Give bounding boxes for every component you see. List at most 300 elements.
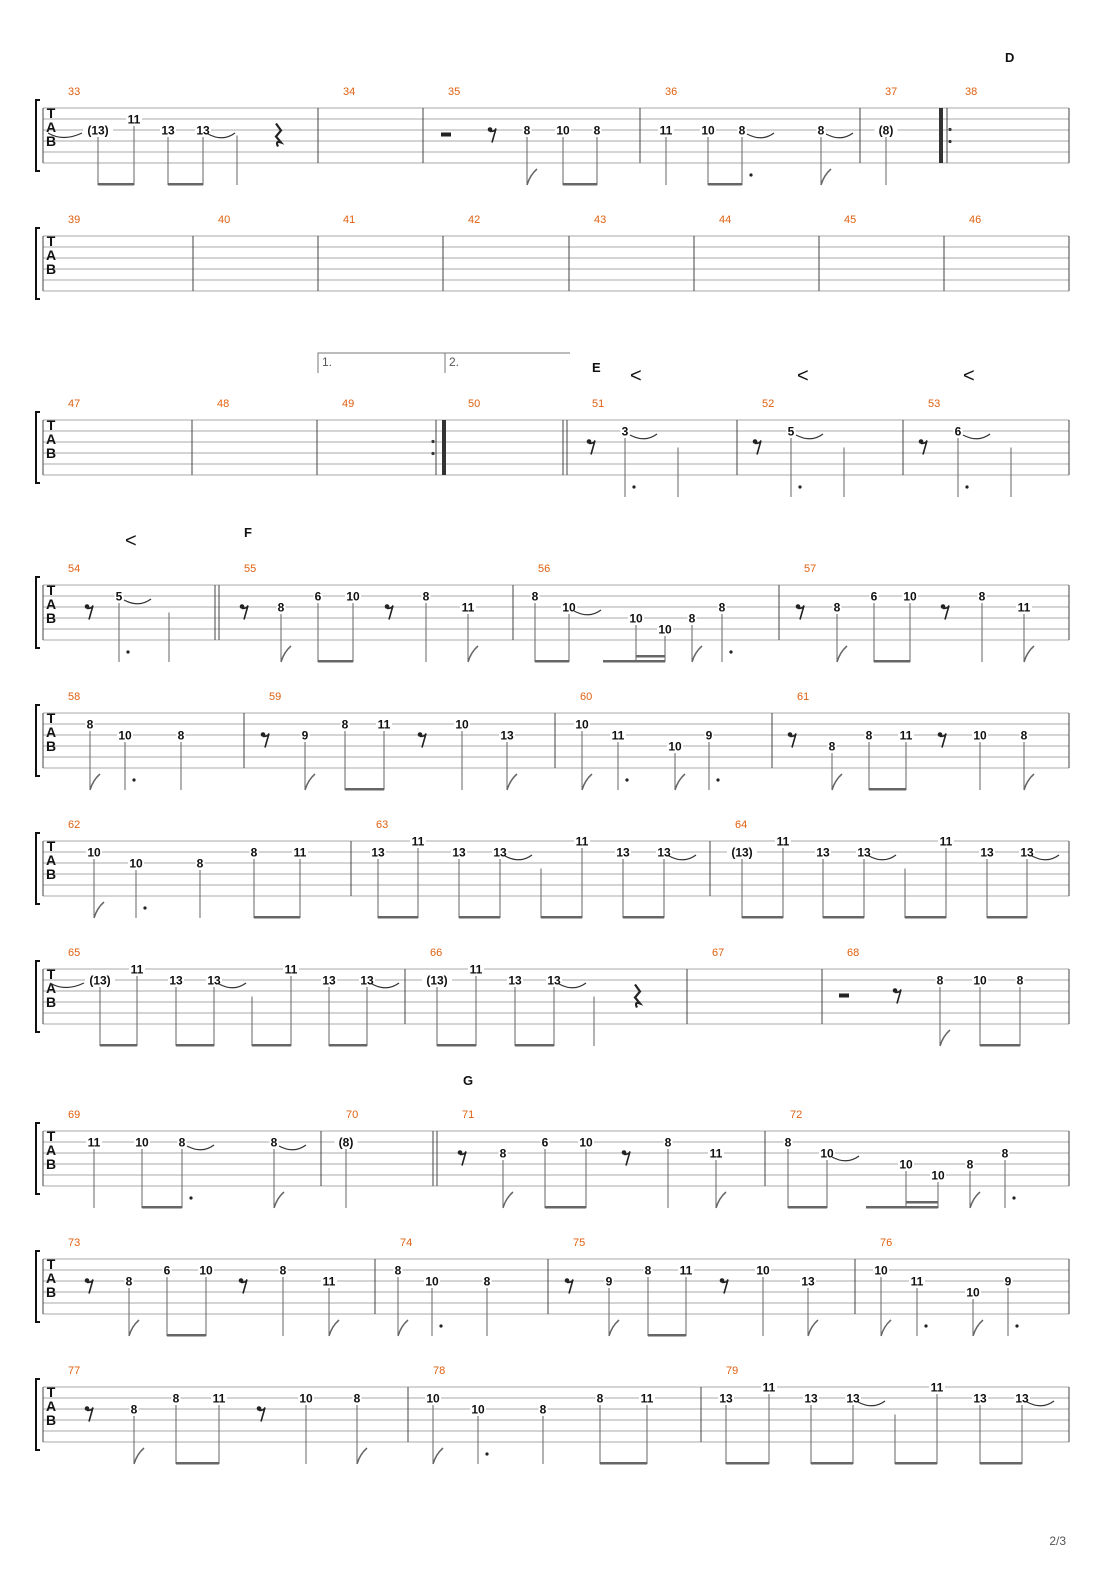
fret-number: 13: [1020, 845, 1034, 860]
system-bracket: [36, 412, 40, 483]
eighth-rest: [720, 1278, 728, 1293]
fret-number: 8: [523, 123, 531, 138]
fret-number: 10: [966, 1285, 980, 1300]
eighth-rest: [261, 732, 269, 747]
volta-label: 1.: [322, 355, 333, 369]
system-bracket: [36, 1379, 40, 1450]
fret-number: 8: [593, 123, 601, 138]
tab-note: [468, 963, 484, 1047]
eighth-rest: [239, 1278, 247, 1293]
fret-number: 11: [611, 728, 625, 743]
fret-number: 11: [322, 1274, 336, 1289]
fret-number: 13: [719, 1391, 733, 1406]
fret-number: (13): [87, 123, 109, 138]
tab-note: [972, 974, 988, 1047]
tab-note: [936, 974, 951, 1047]
tab-note: [359, 974, 399, 1047]
beam: [980, 1044, 1020, 1047]
tie: [963, 434, 990, 439]
measure-number: 38: [965, 86, 978, 98]
tab-note: [1014, 1392, 1054, 1465]
tab-clef-letter: B: [45, 445, 57, 461]
fret-number: 13: [857, 845, 871, 860]
fret-number: 10: [118, 728, 132, 743]
fret-number: 8: [279, 1263, 287, 1278]
tab-note: [1016, 974, 1025, 1047]
fret-number: (13): [89, 973, 111, 988]
fret-number: 8: [664, 1135, 672, 1150]
fret-number: 8: [422, 589, 430, 604]
measure-number: 70: [346, 1109, 359, 1121]
fret-number: 13: [452, 845, 466, 860]
fret-number: 13: [616, 845, 630, 860]
measure-number: 75: [573, 1237, 586, 1249]
fret-number: 11: [939, 834, 953, 849]
fret-number: 13: [169, 973, 183, 988]
tab-clef-letter: A: [45, 852, 57, 868]
measure-number: 35: [448, 86, 461, 98]
tab-note: [639, 1392, 655, 1465]
fret-number: 10: [199, 1263, 213, 1278]
fret-number: 8: [483, 1274, 491, 1289]
fret-number: 11: [411, 834, 425, 849]
eighth-rest: [919, 439, 927, 454]
fret-number: 8: [86, 717, 94, 732]
tie: [747, 133, 774, 138]
measure-number: 60: [580, 691, 593, 703]
beam: [895, 1462, 937, 1465]
tab-note: [787, 425, 824, 498]
tab-staff: [0, 340, 1110, 530]
tab-system: [0, 214, 1110, 346]
fret-number: 8: [865, 728, 873, 743]
fret-number: 8: [978, 589, 986, 604]
fret-number: 10: [556, 123, 570, 138]
tie: [559, 983, 586, 988]
dot: [798, 485, 801, 488]
fret-number: 11: [212, 1391, 226, 1406]
fret-number: 8: [196, 856, 204, 871]
measure-number: 59: [269, 691, 282, 703]
tab-note: [283, 963, 299, 1047]
measure-number: 39: [68, 214, 81, 226]
half-rest: [839, 994, 849, 998]
fret-number: 11: [1017, 600, 1031, 615]
tie: [124, 599, 151, 604]
fret-number: 5: [787, 424, 795, 439]
fret-number: 10: [973, 973, 987, 988]
note-flag: [357, 1448, 367, 1464]
measure-number: 34: [343, 86, 356, 98]
tab-clef-letter: A: [45, 1398, 57, 1414]
measure-number: 74: [400, 1237, 413, 1249]
section-marker: F: [244, 525, 252, 540]
measure-number: 69: [68, 1109, 81, 1121]
tab-clef-letter: T: [46, 1384, 56, 1400]
section-marker: E: [592, 360, 601, 375]
fret-number: 8: [130, 1402, 138, 1417]
eighth-rest: [85, 1278, 93, 1293]
fret-number: 10: [346, 589, 360, 604]
tab-staff: [0, 156, 1110, 346]
measure-number: 76: [880, 1237, 893, 1249]
fret-number: 8: [270, 1135, 278, 1150]
tab-clef-letter: B: [45, 610, 57, 626]
measure-number: 42: [468, 214, 481, 226]
fret-number: 11: [87, 1135, 101, 1150]
dot: [632, 485, 635, 488]
fret-number: 8: [178, 1135, 186, 1150]
fret-number: 11: [762, 1380, 776, 1395]
tab-clef-letter: T: [46, 105, 56, 121]
note-flag: [134, 1448, 144, 1464]
measure-number: 55: [244, 563, 257, 575]
measure-number: 49: [342, 398, 355, 410]
measure-number: 58: [68, 691, 81, 703]
fret-number: 8: [539, 1402, 547, 1417]
fret-number: 11: [377, 717, 391, 732]
fret-number: 9: [1004, 1274, 1012, 1289]
fret-number: 10: [931, 1168, 945, 1183]
fret-number: 10: [820, 1146, 834, 1161]
tie: [1032, 855, 1059, 860]
fret-number: 13: [804, 1391, 818, 1406]
fret-number: 8: [1001, 1146, 1009, 1161]
beam: [100, 1044, 137, 1047]
measure-number: 64: [735, 819, 748, 831]
tab-note: [621, 425, 658, 498]
tab-clef-letter: T: [46, 1256, 56, 1272]
crescendo-mark: <: [797, 365, 809, 387]
fret-number: 8: [833, 600, 841, 615]
eighth-rest: [85, 604, 93, 619]
tab-note: [422, 974, 452, 1047]
tab-note: [470, 1403, 489, 1465]
fret-number: 10: [629, 611, 643, 626]
tab-clef-letter: A: [45, 119, 57, 135]
fret-number: 11: [127, 112, 141, 127]
tab-note: [929, 1381, 945, 1465]
eighth-rest: [418, 732, 426, 747]
tab-note: [321, 974, 337, 1047]
section-marker: D: [1005, 50, 1015, 65]
fret-number: 13: [547, 973, 561, 988]
measure-number: 37: [885, 86, 898, 98]
fret-number: 10: [426, 1391, 440, 1406]
fret-number: 5: [115, 589, 123, 604]
quarter-rest: [635, 985, 640, 1008]
measure-number: 73: [68, 1237, 81, 1249]
tab-clef-letter: A: [45, 247, 57, 263]
fret-number: 13: [161, 123, 175, 138]
fret-number: 8: [688, 611, 696, 626]
eighth-rest: [257, 1406, 265, 1421]
measure-number: 48: [217, 398, 230, 410]
fret-number: 8: [499, 1146, 507, 1161]
measure-number: 65: [68, 947, 81, 959]
tie: [372, 983, 399, 988]
tie: [832, 1156, 859, 1161]
fret-number: 11: [575, 834, 589, 849]
tie: [279, 1145, 306, 1150]
tab-note: [972, 1392, 988, 1465]
tab-clef-letter: T: [46, 710, 56, 726]
tab-clef-letter: A: [45, 431, 57, 447]
tab-note: [954, 425, 991, 498]
fret-number: 10: [425, 1274, 439, 1289]
fret-number: 3: [621, 424, 629, 439]
tab-clef-letter: T: [46, 417, 56, 433]
fret-number: 8: [1020, 728, 1028, 743]
tab-clef-letter: A: [45, 1270, 57, 1286]
tab-clef-letter: A: [45, 596, 57, 612]
fret-number: 8: [644, 1263, 652, 1278]
tab-staff: [0, 1307, 1110, 1497]
eighth-rest: [565, 1278, 573, 1293]
beam: [437, 1044, 476, 1047]
fret-number: 13: [657, 845, 671, 860]
fret-number: 11: [679, 1263, 693, 1278]
fret-number: 13: [980, 845, 994, 860]
tab-note: [425, 1392, 443, 1465]
section-marker: G: [463, 1073, 474, 1088]
fret-number: 8: [596, 1391, 604, 1406]
tab-note: [172, 1392, 181, 1465]
system-bracket: [36, 228, 40, 299]
fret-number: (8): [878, 123, 894, 138]
fret-number: 8: [936, 973, 944, 988]
tab-clef-letter: T: [46, 966, 56, 982]
fret-number: 13: [1015, 1391, 1029, 1406]
fret-number: 8: [718, 600, 726, 615]
fret-number: 13: [508, 973, 522, 988]
measure-number: 77: [68, 1365, 81, 1377]
fret-number: 10: [562, 600, 576, 615]
fret-number: 10: [471, 1402, 485, 1417]
fret-number: 8: [817, 123, 825, 138]
fret-number: 11: [776, 834, 790, 849]
tie: [826, 133, 853, 138]
fret-number: 10: [658, 622, 672, 637]
tab-clef-letter: T: [46, 1128, 56, 1144]
tie: [669, 855, 696, 860]
fret-number: 10: [579, 1135, 593, 1150]
tab-note: [129, 963, 145, 1047]
crescendo-mark: <: [963, 365, 975, 387]
fret-number: 6: [541, 1135, 549, 1150]
fret-number: 13: [196, 123, 210, 138]
crescendo-mark: <: [125, 530, 137, 552]
fret-number: 13: [500, 728, 514, 743]
fret-number: 11: [899, 728, 913, 743]
fret-number: 9: [705, 728, 713, 743]
volta-label: 2.: [449, 355, 460, 369]
tab-note: [298, 1392, 314, 1465]
fret-number: 13: [973, 1391, 987, 1406]
tie: [869, 855, 896, 860]
tab-note: [546, 974, 586, 1047]
fret-number: 10: [135, 1135, 149, 1150]
fret-number: 11: [930, 1380, 944, 1395]
measure-number: 36: [665, 86, 678, 98]
eighth-rest: [788, 732, 796, 747]
tab-system: [0, 1365, 1110, 1497]
tab-note: [206, 974, 246, 1047]
measure-number: 68: [847, 947, 860, 959]
tab-clef-letter: B: [45, 738, 57, 754]
beam: [980, 1462, 1022, 1465]
fret-number: 8: [125, 1274, 133, 1289]
measure-number: 53: [928, 398, 941, 410]
fret-number: 6: [163, 1263, 171, 1278]
fret-number: 13: [322, 973, 336, 988]
beam: [252, 1044, 291, 1047]
fret-number: 11: [910, 1274, 924, 1289]
tab-clef-letter: B: [45, 1412, 57, 1428]
beam: [176, 1044, 214, 1047]
fret-number: 13: [493, 845, 507, 860]
eighth-rest: [240, 604, 248, 619]
fret-number: 13: [801, 1274, 815, 1289]
measure-number: 47: [68, 398, 81, 410]
tab-note: [353, 1392, 368, 1465]
measure-number: 71: [462, 1109, 475, 1121]
measure-number: 43: [594, 214, 607, 226]
eighth-rest: [85, 1406, 93, 1421]
eighth-rest: [893, 988, 901, 1003]
fret-number: 9: [301, 728, 309, 743]
fret-number: 10: [299, 1391, 313, 1406]
fret-number: 9: [605, 1274, 613, 1289]
tie: [219, 983, 246, 988]
fret-number: 8: [1016, 973, 1024, 988]
fret-number: 10: [899, 1157, 913, 1172]
note-flag: [940, 1030, 950, 1046]
tab-note: [718, 1392, 734, 1465]
fret-number: 11: [130, 962, 144, 977]
page-number: 2/3: [1049, 1534, 1066, 1548]
eighth-rest: [753, 439, 761, 454]
fret-number: 10: [87, 845, 101, 860]
tie: [187, 1145, 214, 1150]
beam: [515, 1044, 554, 1047]
tie: [505, 855, 532, 860]
measure-number: 56: [538, 563, 551, 575]
measure-number: 54: [68, 563, 81, 575]
measure-number: 63: [376, 819, 389, 831]
eighth-rest: [488, 127, 496, 142]
tab-note: [50, 974, 115, 1047]
fret-number: (13): [426, 973, 448, 988]
measure-number: 72: [790, 1109, 803, 1121]
fret-number: 6: [954, 424, 962, 439]
beam: [726, 1462, 769, 1465]
measure-number: 33: [68, 86, 81, 98]
fret-number: 11: [469, 962, 483, 977]
fret-number: 10: [756, 1263, 770, 1278]
measure-number: 44: [719, 214, 732, 226]
measure-number: 61: [797, 691, 810, 703]
tab-clef-letter: B: [45, 133, 57, 149]
fret-number: (13): [731, 845, 753, 860]
dot: [485, 1452, 488, 1455]
fret-number: 8: [277, 600, 285, 615]
beam: [600, 1462, 647, 1465]
fret-number: 6: [870, 589, 878, 604]
measure-number: 66: [430, 947, 443, 959]
repeat-end-barline: [442, 420, 446, 475]
fret-number: 8: [531, 589, 539, 604]
tab-clef-letter: B: [45, 994, 57, 1010]
measure-number: 40: [218, 214, 231, 226]
beam: [329, 1044, 367, 1047]
measure-number: 51: [592, 398, 605, 410]
fret-number: 11: [659, 123, 673, 138]
tab-clef-letter: A: [45, 724, 57, 740]
tab-clef-letter: A: [45, 1142, 57, 1158]
tie: [1027, 1401, 1054, 1406]
fret-number: 8: [353, 1391, 361, 1406]
tie: [574, 610, 601, 615]
beam: [176, 1462, 219, 1465]
eighth-rest: [458, 1150, 466, 1165]
measure-number: 67: [712, 947, 725, 959]
tie: [208, 133, 235, 138]
fret-number: 6: [314, 589, 322, 604]
fret-number: 10: [874, 1263, 888, 1278]
fret-number: 11: [709, 1146, 723, 1161]
measure-number: 46: [969, 214, 982, 226]
fret-number: 10: [455, 717, 469, 732]
half-rest: [441, 133, 451, 137]
measure-number: 62: [68, 819, 81, 831]
fret-number: 8: [966, 1157, 974, 1172]
tab-clef-letter: B: [45, 1284, 57, 1300]
tie: [858, 1401, 885, 1406]
note-flag: [433, 1448, 443, 1464]
eighth-rest: [385, 604, 393, 619]
fret-number: 13: [207, 973, 221, 988]
fret-number: 13: [846, 1391, 860, 1406]
fret-number: 13: [371, 845, 385, 860]
fret-number: 8: [177, 728, 185, 743]
tab-note: [803, 1392, 819, 1465]
fret-number: 11: [284, 962, 298, 977]
fret-number: 11: [640, 1391, 654, 1406]
tie: [796, 434, 823, 439]
fret-number: (8): [338, 1135, 354, 1150]
dot: [965, 485, 968, 488]
tab-note: [539, 1403, 548, 1465]
fret-number: 10: [701, 123, 715, 138]
tab-note: [845, 1392, 885, 1465]
tab-note: [596, 1392, 605, 1465]
system-bracket: [36, 961, 40, 1032]
eighth-rest: [938, 732, 946, 747]
fret-number: 10: [668, 739, 682, 754]
tab-clef-letter: B: [45, 866, 57, 882]
measure-number: 45: [844, 214, 857, 226]
tab-note: [211, 1392, 227, 1465]
tab-clef-letter: T: [46, 838, 56, 854]
measure-number: 52: [762, 398, 775, 410]
fret-number: 10: [129, 856, 143, 871]
eighth-rest: [587, 439, 595, 454]
fret-number: 8: [828, 739, 836, 754]
tab-clef-letter: B: [45, 261, 57, 277]
tab-clef-letter: T: [46, 582, 56, 598]
tab-note: [761, 1381, 777, 1465]
